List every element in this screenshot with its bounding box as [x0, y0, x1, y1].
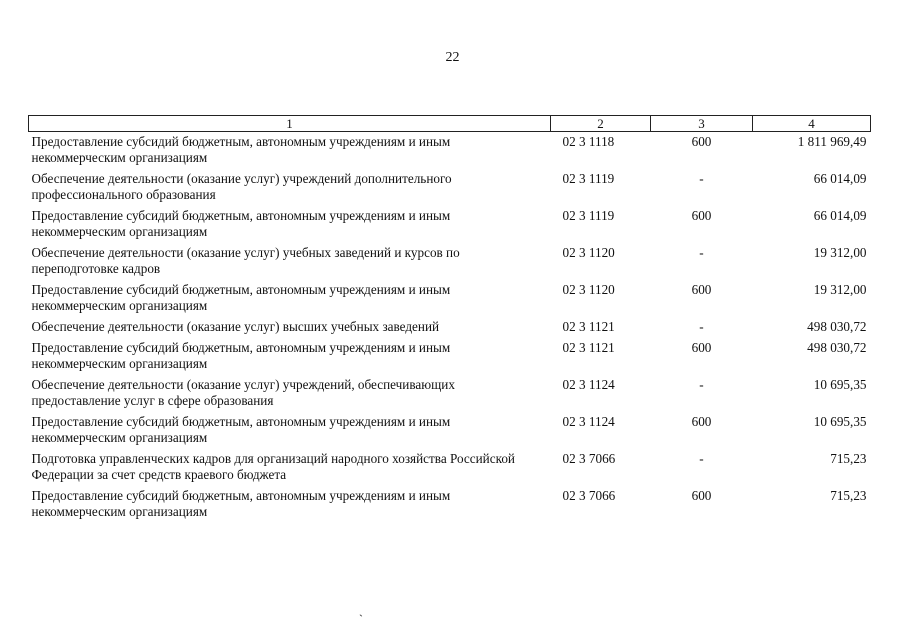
- row-type: 600: [691, 282, 712, 297]
- row-code: 02 3 1120: [562, 282, 615, 297]
- row-code: 02 3 7066: [562, 451, 616, 466]
- row-code: 02 3 1121: [562, 319, 615, 334]
- table-row: [29, 317, 871, 338]
- stray-mark: `: [359, 612, 363, 626]
- row-name: Предоставление субсидий бюджетным, автономным учреждениям и иным некоммерческим организациям: [31, 282, 451, 313]
- row-type: 600: [691, 134, 712, 149]
- row-amount: 19 312,00: [813, 282, 867, 297]
- column-header-4: 4: [753, 116, 871, 132]
- row-name: Обеспечение деятельности (оказание услуг) учебных заведений и курсов по переподготовке кадров: [31, 245, 460, 276]
- row-type: -: [699, 171, 704, 186]
- row-name: Обеспечение деятельности (оказание услуг) учреждений дополнительного профессионального образования: [31, 171, 452, 202]
- row-code: 02 3 1124: [562, 377, 615, 392]
- row-amount: 66 014,09: [813, 171, 867, 186]
- column-header-1: 1: [29, 116, 551, 132]
- row-type: -: [699, 245, 704, 260]
- table-row: [29, 132, 871, 170]
- row-code: 02 3 7066: [562, 488, 616, 503]
- row-code: 02 3 1120: [562, 245, 615, 260]
- row-name: Предоставление субсидий бюджетным, автономным учреждениям и иным некоммерческим организациям: [31, 340, 451, 371]
- row-type: -: [699, 377, 704, 392]
- row-name: Подготовка управленческих кадров для организаций народного хозяйства Российской Федерации за счет средств краевого бюджета: [31, 451, 515, 482]
- row-name: Обеспечение деятельности (оказание услуг) учреждений, обеспечивающих предоставление услуг в сфере образования: [31, 377, 455, 408]
- row-code: 02 3 1119: [562, 171, 615, 186]
- table-row: [29, 412, 871, 449]
- row-type: 600: [691, 340, 712, 355]
- page-number: 22: [445, 50, 460, 65]
- table-row: [29, 169, 871, 206]
- table-row: [29, 449, 871, 486]
- row-code: 02 3 1118: [562, 134, 615, 149]
- row-type: 600: [691, 414, 712, 429]
- row-code: 02 3 1119: [562, 208, 615, 223]
- row-type: 600: [691, 488, 712, 503]
- column-header-3: 3: [651, 116, 753, 132]
- table-row: [29, 375, 871, 412]
- row-amount: 10 695,35: [813, 377, 867, 392]
- row-amount: 1 811 969,49: [797, 134, 867, 149]
- row-code: 02 3 1124: [562, 414, 615, 429]
- row-amount: 10 695,35: [813, 414, 867, 429]
- row-name: Предоставление субсидий бюджетным, автономным учреждениям и иным некоммерческим организациям: [31, 414, 451, 445]
- row-name: Предоставление субсидий бюджетным, автономным учреждениям и иным некоммерческим организациям: [31, 488, 451, 519]
- column-header-2: 2: [551, 116, 651, 132]
- table-header-row: [29, 116, 871, 132]
- row-type: 600: [691, 208, 712, 223]
- row-name: Предоставление субсидий бюджетным, автономным учреждениям и иным некоммерческим организациям: [31, 134, 451, 165]
- table-row: [29, 486, 871, 523]
- table-row: [29, 280, 871, 317]
- row-type: -: [699, 319, 704, 334]
- table-row: [29, 206, 871, 243]
- row-amount: 715,23: [830, 451, 867, 466]
- row-amount: 498 030,72: [807, 340, 867, 355]
- row-amount: 715,23: [830, 488, 867, 503]
- row-code: 02 3 1121: [562, 340, 615, 355]
- table-row: [29, 243, 871, 280]
- row-type: -: [699, 451, 704, 466]
- row-amount: 19 312,00: [813, 245, 867, 260]
- table-row: [29, 338, 871, 375]
- row-amount: 66 014,09: [813, 208, 867, 223]
- row-amount: 498 030,72: [807, 319, 867, 334]
- row-name: Предоставление субсидий бюджетным, автономным учреждениям и иным некоммерческим организациям: [31, 208, 451, 239]
- budget-table: [28, 115, 871, 523]
- row-name: Обеспечение деятельности (оказание услуг) высших учебных заведений: [31, 319, 440, 334]
